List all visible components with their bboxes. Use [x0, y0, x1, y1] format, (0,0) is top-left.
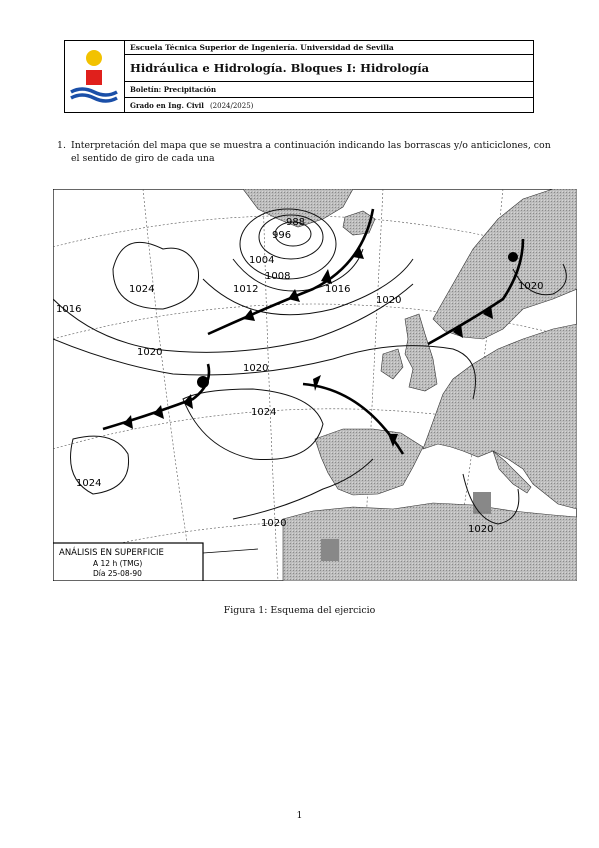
- isobar-label: 1024: [251, 407, 277, 418]
- question-number: 1.: [57, 140, 66, 151]
- isobar-label: 1020: [137, 347, 163, 358]
- academic-year: (2024/2025): [209, 101, 254, 110]
- grey-box-africa: [321, 539, 339, 561]
- isobar-label: 1016: [56, 304, 82, 315]
- isobar-label: 1024: [76, 478, 102, 489]
- isobar-label: 1020: [376, 295, 402, 306]
- isobar-label: 1004: [249, 255, 275, 266]
- weather-map: [53, 189, 577, 581]
- isobar-label: 1016: [325, 284, 351, 295]
- isobar-label: 996: [272, 230, 292, 241]
- grey-box-sardinia: [473, 492, 491, 514]
- isobar-label: 1012: [233, 284, 259, 295]
- university-logo: [65, 41, 125, 112]
- isobar-label: 1024: [129, 284, 155, 295]
- isobar-label: 1020: [261, 518, 287, 529]
- logo-icon: [65, 41, 124, 112]
- isobar-label: 988: [286, 217, 306, 228]
- degree-name: Grado en Ing. Civil: [130, 101, 204, 110]
- isobar-label: 1020: [518, 281, 544, 292]
- course-title: Hidráulica e Hidrología. Bloques I: Hidrología: [124, 55, 533, 82]
- legend-time: A 12 h (TMG): [93, 559, 143, 568]
- isobar-label-1020-med: 1020: [468, 524, 494, 535]
- document-header: [64, 40, 534, 113]
- legend-title: ANÁLISIS EN SUPERFICIE: [59, 548, 164, 558]
- question-text: Interpretación del mapa que se muestra a continuación indicando las borrascas y/o anticiclones, con el sentido de giro de cada una: [71, 140, 551, 164]
- page-number: 1: [296, 810, 303, 821]
- school-name: Escuela Técnica Superior de Ingeniería. Universidad de Sevilla: [124, 41, 533, 55]
- bulletin-title: Boletín: Precipitación: [124, 82, 533, 98]
- isobar-label: 1020: [243, 363, 269, 374]
- legend-date: Día 25-08-90: [93, 569, 142, 578]
- isobar-label: 1008: [265, 271, 291, 282]
- figure-caption: Figura 1: Esquema del ejercicio: [223, 605, 376, 616]
- degree-line: [124, 98, 533, 113]
